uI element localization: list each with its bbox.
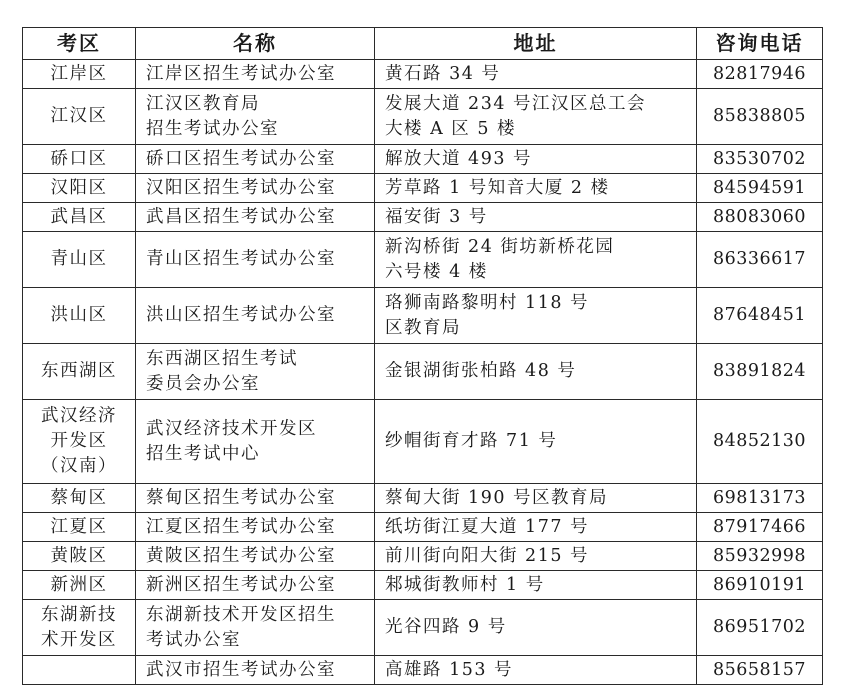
office-name-cell bbox=[136, 203, 375, 232]
address-cell-line: 福安街 3 号 bbox=[385, 206, 488, 227]
address-cell-line: 新沟桥街 24 街坊新桥花园 bbox=[385, 236, 615, 257]
table-row bbox=[23, 344, 823, 400]
office-name-cell bbox=[136, 513, 375, 542]
district-cell-line: 武汉经济 bbox=[41, 406, 117, 426]
address-cell bbox=[375, 400, 697, 484]
contact-table bbox=[22, 27, 823, 685]
district-cell-line: 黄陂区 bbox=[50, 545, 108, 566]
office-name-cell-line: 黄陂区招生考试办公室 bbox=[146, 545, 336, 566]
district-cell-line: 蔡甸区 bbox=[50, 487, 108, 508]
district-cell-line: 江岸区 bbox=[50, 63, 108, 84]
header-row bbox=[23, 28, 823, 60]
address-cell bbox=[375, 542, 697, 571]
table-row bbox=[23, 600, 823, 656]
address-cell bbox=[375, 600, 697, 656]
office-name-cell-line: 新洲区招生考试办公室 bbox=[146, 574, 336, 595]
office-name-cell-line: 江岸区招生考试办公室 bbox=[146, 63, 336, 84]
table-row bbox=[23, 232, 823, 288]
office-name-cell bbox=[136, 288, 375, 344]
office-name-cell bbox=[136, 571, 375, 600]
table-row bbox=[23, 203, 823, 232]
district-cell-line: 江汉区 bbox=[50, 106, 108, 126]
address-cell-line: 前川街向阳大街 215 号 bbox=[385, 545, 590, 566]
phone-cell: 86951702 bbox=[697, 600, 823, 656]
office-name-cell-line: 青山区招生考试办公室 bbox=[146, 249, 336, 269]
address-cell-line: 黄石路 34 号 bbox=[385, 63, 501, 84]
district-cell bbox=[23, 656, 136, 685]
district-cell-line: 武昌区 bbox=[50, 206, 108, 227]
phone-cell: 83530702 bbox=[697, 145, 823, 174]
header-address: 地址 bbox=[375, 28, 697, 60]
phone-cell: 84594591 bbox=[697, 174, 823, 203]
district-cell bbox=[23, 203, 136, 232]
table-row bbox=[23, 571, 823, 600]
address-cell-line: 纱帽街育才路 71 号 bbox=[385, 431, 558, 451]
office-name-cell-line: 硚口区招生考试办公室 bbox=[146, 148, 336, 169]
table-row bbox=[23, 174, 823, 203]
table-row bbox=[23, 400, 823, 484]
district-cell bbox=[23, 145, 136, 174]
table-row bbox=[23, 288, 823, 344]
address-cell-line: 解放大道 493 号 bbox=[385, 148, 533, 169]
table-row bbox=[23, 656, 823, 685]
table-row bbox=[23, 89, 823, 145]
address-cell-line: 邾城街教师村 1 号 bbox=[385, 574, 545, 595]
office-name-cell bbox=[136, 60, 375, 89]
district-cell-line: （汉南） bbox=[41, 456, 117, 476]
district-cell bbox=[23, 600, 136, 656]
office-name-cell-line: 武汉市招生考试办公室 bbox=[146, 659, 336, 680]
office-name-cell bbox=[136, 174, 375, 203]
district-cell bbox=[23, 174, 136, 203]
address-cell bbox=[375, 60, 697, 89]
phone-cell: 82817946 bbox=[697, 60, 823, 89]
district-cell-line: 东湖新技 bbox=[41, 604, 117, 625]
office-name-cell bbox=[136, 656, 375, 685]
district-cell-line: 新洲区 bbox=[50, 574, 108, 595]
table-row bbox=[23, 484, 823, 513]
office-name-cell bbox=[136, 600, 375, 656]
district-cell bbox=[23, 344, 136, 400]
district-cell-line: 术开发区 bbox=[41, 629, 117, 650]
district-cell bbox=[23, 60, 136, 89]
district-cell bbox=[23, 400, 136, 484]
address-cell bbox=[375, 484, 697, 513]
address-cell bbox=[375, 89, 697, 145]
office-name-cell bbox=[136, 145, 375, 174]
district-cell-line: 洪山区 bbox=[50, 305, 108, 325]
district-cell-line: 东西湖区 bbox=[41, 361, 117, 381]
address-cell bbox=[375, 145, 697, 174]
address-cell bbox=[375, 203, 697, 232]
address-cell-line: 六号楼 4 楼 bbox=[385, 261, 488, 282]
header-phone: 咨询电话 bbox=[697, 28, 823, 60]
district-cell bbox=[23, 484, 136, 513]
header-district: 考区 bbox=[23, 28, 136, 60]
office-name-cell bbox=[136, 484, 375, 513]
address-cell-line: 光谷四路 9 号 bbox=[385, 617, 507, 637]
address-cell bbox=[375, 513, 697, 542]
office-name-cell-line: 汉阳区招生考试办公室 bbox=[146, 177, 336, 198]
address-cell bbox=[375, 174, 697, 203]
office-name-cell bbox=[136, 232, 375, 288]
address-cell-line: 区教育局 bbox=[385, 317, 461, 338]
office-name-cell-line: 委员会办公室 bbox=[146, 373, 260, 394]
phone-cell: 85932998 bbox=[697, 542, 823, 571]
phone-cell: 87917466 bbox=[697, 513, 823, 542]
address-cell-line: 珞狮南路黎明村 118 号 bbox=[385, 292, 590, 313]
table-row bbox=[23, 542, 823, 571]
office-name-cell-line: 武汉经济技术开发区 bbox=[146, 418, 317, 439]
address-cell bbox=[375, 232, 697, 288]
phone-cell: 69813173 bbox=[697, 484, 823, 513]
district-cell-line: 硚口区 bbox=[50, 148, 108, 169]
office-name-cell-line: 东湖新技术开发区招生 bbox=[146, 604, 336, 625]
phone-cell: 84852130 bbox=[697, 400, 823, 484]
office-name-cell bbox=[136, 542, 375, 571]
district-cell bbox=[23, 571, 136, 600]
district-cell-line: 江夏区 bbox=[50, 516, 108, 537]
office-name-cell-line: 考试办公室 bbox=[146, 629, 241, 650]
phone-cell: 87648451 bbox=[697, 288, 823, 344]
office-name-cell bbox=[136, 344, 375, 400]
office-name-cell-line: 招生考试办公室 bbox=[146, 118, 279, 139]
phone-cell: 86910191 bbox=[697, 571, 823, 600]
address-cell-line: 蔡甸大街 190 号区教育局 bbox=[385, 487, 609, 508]
table-body bbox=[23, 60, 823, 685]
address-cell bbox=[375, 656, 697, 685]
district-cell bbox=[23, 288, 136, 344]
phone-cell: 86336617 bbox=[697, 232, 823, 288]
district-cell bbox=[23, 232, 136, 288]
phone-cell: 85838805 bbox=[697, 89, 823, 145]
address-cell-line: 金银湖街张柏路 48 号 bbox=[385, 361, 577, 381]
phone-cell: 88083060 bbox=[697, 203, 823, 232]
address-cell bbox=[375, 288, 697, 344]
district-cell-line: 开发区 bbox=[50, 431, 108, 451]
table-row bbox=[23, 513, 823, 542]
address-cell-line: 大楼 A 区 5 楼 bbox=[385, 118, 517, 139]
phone-cell: 85658157 bbox=[697, 656, 823, 685]
header-name: 名称 bbox=[136, 28, 375, 60]
office-name-cell-line: 江夏区招生考试办公室 bbox=[146, 516, 336, 537]
address-cell-line: 发展大道 234 号江汉区总工会 bbox=[385, 93, 647, 114]
address-cell-line: 高雄路 153 号 bbox=[385, 659, 514, 680]
office-name-cell-line: 东西湖区招生考试 bbox=[146, 348, 298, 369]
district-cell bbox=[23, 513, 136, 542]
district-cell-line: 青山区 bbox=[50, 249, 108, 269]
office-name-cell-line: 武昌区招生考试办公室 bbox=[146, 206, 336, 227]
office-name-cell-line: 蔡甸区招生考试办公室 bbox=[146, 487, 336, 508]
table-row bbox=[23, 145, 823, 174]
district-cell-line: 汉阳区 bbox=[50, 177, 108, 198]
office-name-cell-line: 洪山区招生考试办公室 bbox=[146, 305, 336, 325]
office-name-cell-line: 江汉区教育局 bbox=[146, 93, 260, 114]
table-row bbox=[23, 60, 823, 89]
address-cell bbox=[375, 571, 697, 600]
office-name-cell bbox=[136, 89, 375, 145]
address-cell-line: 纸坊街江夏大道 177 号 bbox=[385, 516, 590, 537]
district-cell bbox=[23, 542, 136, 571]
address-cell-line: 芳草路 1 号知音大厦 2 楼 bbox=[385, 177, 610, 198]
address-cell bbox=[375, 344, 697, 400]
office-name-cell-line: 招生考试中心 bbox=[146, 443, 260, 464]
district-cell bbox=[23, 89, 136, 145]
office-name-cell bbox=[136, 400, 375, 484]
phone-cell: 83891824 bbox=[697, 344, 823, 400]
